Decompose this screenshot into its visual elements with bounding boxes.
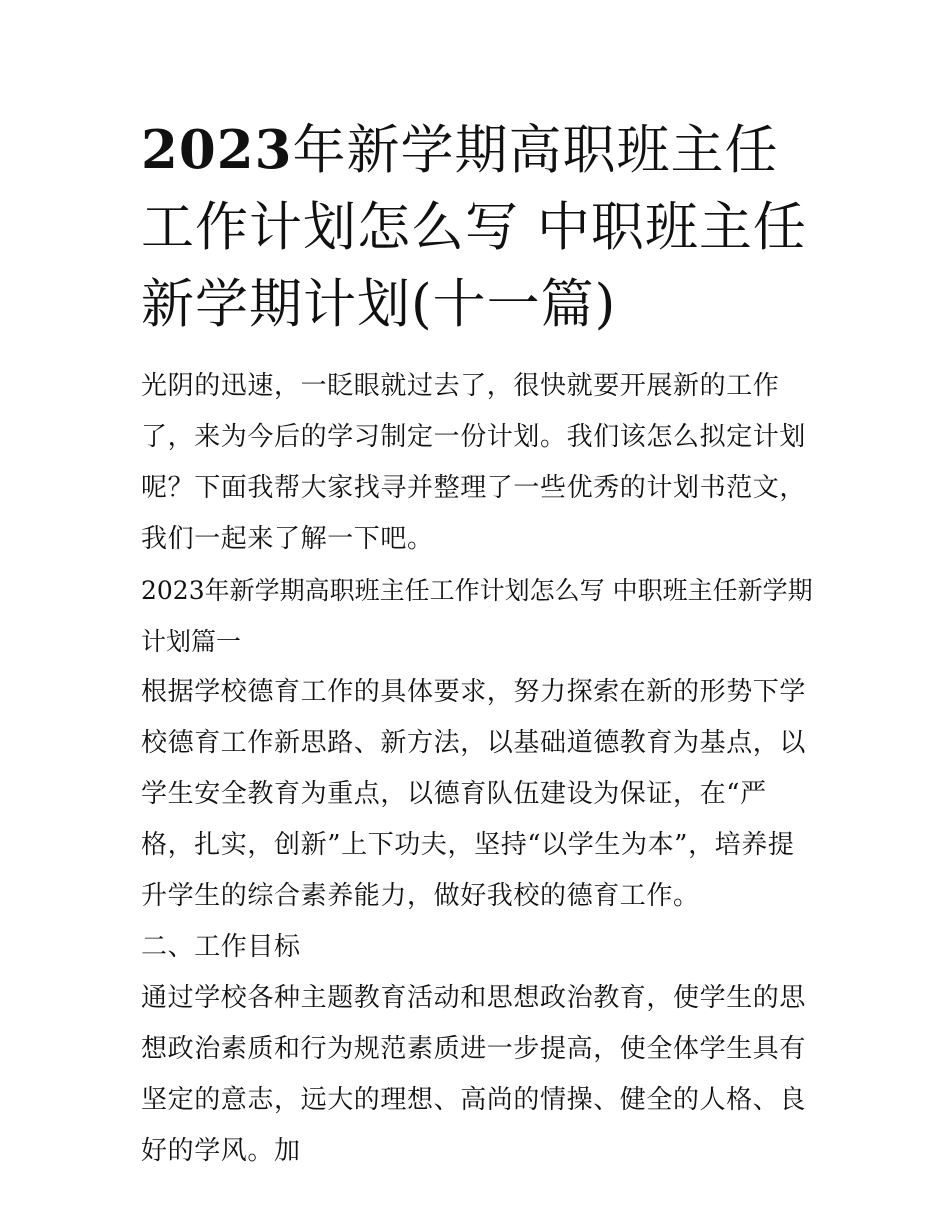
document-body bbox=[141, 361, 813, 1177]
document-content bbox=[141, 112, 813, 1177]
section-heading-1: 2023年新学期高职班主任工作计划怎么写 中职班主任新学期计划篇一 bbox=[141, 576, 813, 656]
document-title bbox=[141, 112, 813, 343]
intro-paragraph: 光阴的迅速，一眨眼就过去了，很快就要开展新的工作了，来为今后的学习制定一份计划。我们该怎么拟定计划呢？下面我帮大家找寻并整理了一些优秀的计划书范文，我们一起来了解一下吧。 bbox=[141, 371, 807, 554]
title-text: 年新学期高职班主任工作计划怎么写 中职班主任新学期计划(十一篇) bbox=[141, 120, 807, 335]
title-year: 2023 bbox=[141, 119, 293, 181]
body-paragraph: 通过学校各种主题教育活动和思想政治教育，使学生的思想政治素质和行为规范素质进一步提高，使全体学生具有坚定的意志，远大的理想、高尚的情操、健全的人格、良好的学风。加 bbox=[141, 983, 807, 1166]
body-paragraph: 根据学校德育工作的具体要求，努力探索在新的形势下学校德育工作新思路、新方法，以基础道德教育为基点，以学生安全教育为重点，以德育队伍建设为保证，在“严格，扎实，创新”上下功夫，坚持“以学生为本”，培养提升学生的综合素养能力，做好我校的德育工作。 bbox=[141, 677, 807, 911]
section-heading-2: 二、工作目标 bbox=[141, 932, 301, 962]
